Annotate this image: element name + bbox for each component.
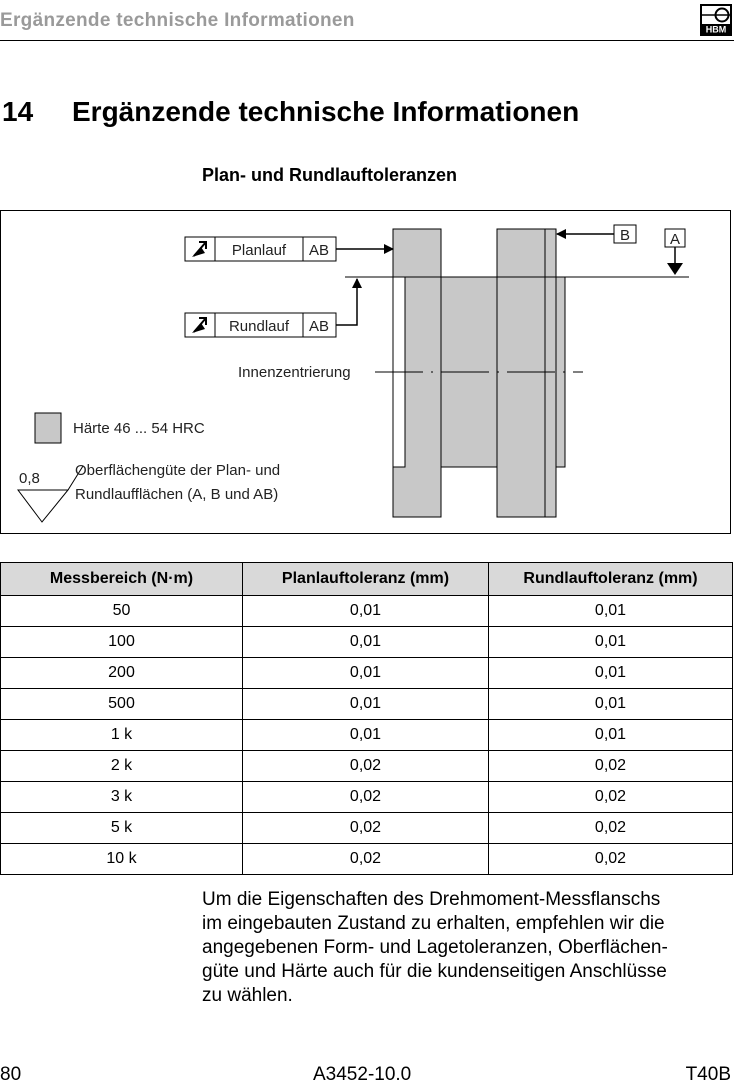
svg-text:A: A	[669, 231, 681, 248]
cell-range: 500	[1, 689, 243, 720]
cell-rundlauf: 0,01	[489, 658, 733, 689]
roughness-value: 0,8	[19, 470, 40, 487]
tolerance-figure	[0, 210, 731, 534]
body-line: zu wählen.	[202, 985, 293, 1006]
table-row	[1, 813, 733, 844]
cell-planlauf: 0,01	[243, 720, 489, 751]
cell-range: 50	[1, 596, 243, 627]
rundlauf-label: Rundlauf	[228, 318, 290, 335]
cell-range: 10 k	[1, 844, 243, 875]
table-row	[1, 689, 733, 720]
innenzentrierung-label: Innenzentrierung	[238, 364, 351, 381]
datum-b	[557, 225, 636, 244]
body-line: Um die Eigenschaften des Drehmoment-Messflanschs	[202, 889, 661, 910]
svg-text:B: B	[619, 227, 631, 244]
column-header: Messbereich (N·m)	[1, 563, 243, 596]
cell-rundlauf: 0,01	[489, 689, 733, 720]
cell-planlauf: 0,02	[243, 813, 489, 844]
table-row	[1, 751, 733, 782]
cell-range: 100	[1, 627, 243, 658]
body-line: im eingebauten Zustand zu erhalten, empfehlen wir die	[202, 913, 665, 934]
chapter-heading	[2, 96, 579, 128]
surface-note-line1: Oberflächengüte der Plan- und	[75, 462, 281, 479]
cell-planlauf: 0,01	[243, 596, 489, 627]
tolerance-drawing	[1, 211, 732, 535]
table-row	[1, 782, 733, 813]
hardness-swatch	[35, 413, 61, 443]
tolerance-table	[0, 562, 733, 875]
planlauf-label: Planlauf	[231, 242, 287, 259]
table-row	[1, 596, 733, 627]
logo-text: HBM	[705, 24, 727, 35]
surface-note-line2: Rundlaufflächen (A, B und AB)	[75, 486, 279, 503]
body-paragraph	[202, 888, 722, 1008]
document-number: A3452-10.0	[313, 1064, 412, 1085]
page-number: 80	[0, 1064, 22, 1085]
cell-range: 5 k	[1, 813, 243, 844]
flange-part	[393, 229, 565, 517]
rundlauf-leader	[336, 279, 357, 325]
cell-rundlauf: 0,01	[489, 720, 733, 751]
cell-rundlauf: 0,01	[489, 596, 733, 627]
chapter-number: 14	[2, 96, 34, 127]
chapter-title: Ergänzende technische Informationen	[72, 96, 580, 127]
cell-rundlauf: 0,01	[489, 627, 733, 658]
rundlauf-ref: AB	[308, 318, 330, 335]
cell-planlauf: 0,02	[243, 782, 489, 813]
cell-planlauf: 0,02	[243, 844, 489, 875]
hbm-logo-icon	[700, 4, 732, 36]
cell-range: 2 k	[1, 751, 243, 782]
cell-rundlauf: 0,02	[489, 751, 733, 782]
cell-planlauf: 0,01	[243, 627, 489, 658]
cell-range: 200	[1, 658, 243, 689]
datum-a	[665, 229, 685, 275]
column-header: Rundlauftoleranz (mm)	[489, 563, 733, 596]
table-row	[1, 844, 733, 875]
header-divider	[0, 40, 734, 41]
section-heading: Plan- und Rundlauftoleranzen	[202, 165, 457, 185]
planlauf-ref: AB	[308, 242, 330, 259]
cell-planlauf: 0,02	[243, 751, 489, 782]
cell-range: 3 k	[1, 782, 243, 813]
header-title: Ergänzende technische Informationen	[0, 10, 355, 31]
table-header-row	[1, 563, 733, 596]
rundlauf-frame	[185, 313, 336, 337]
hardness-label: Härte 46 ... 54 HRC	[73, 420, 205, 437]
cell-planlauf: 0,01	[243, 658, 489, 689]
body-line: angegebenen Form- und Lagetoleranzen, Oberflächen-	[202, 937, 668, 958]
table-row	[1, 658, 733, 689]
body-line: güte und Härte auch für die kundenseitigen Anschlüsse	[202, 961, 667, 982]
model-name: T40B	[685, 1064, 731, 1085]
planlauf-frame	[185, 237, 336, 261]
table-row	[1, 720, 733, 751]
table-row	[1, 627, 733, 658]
cell-rundlauf: 0,02	[489, 813, 733, 844]
cell-planlauf: 0,01	[243, 689, 489, 720]
cell-range: 1 k	[1, 720, 243, 751]
cell-rundlauf: 0,02	[489, 782, 733, 813]
cell-rundlauf: 0,02	[489, 844, 733, 875]
column-header: Planlauftoleranz (mm)	[243, 563, 489, 596]
